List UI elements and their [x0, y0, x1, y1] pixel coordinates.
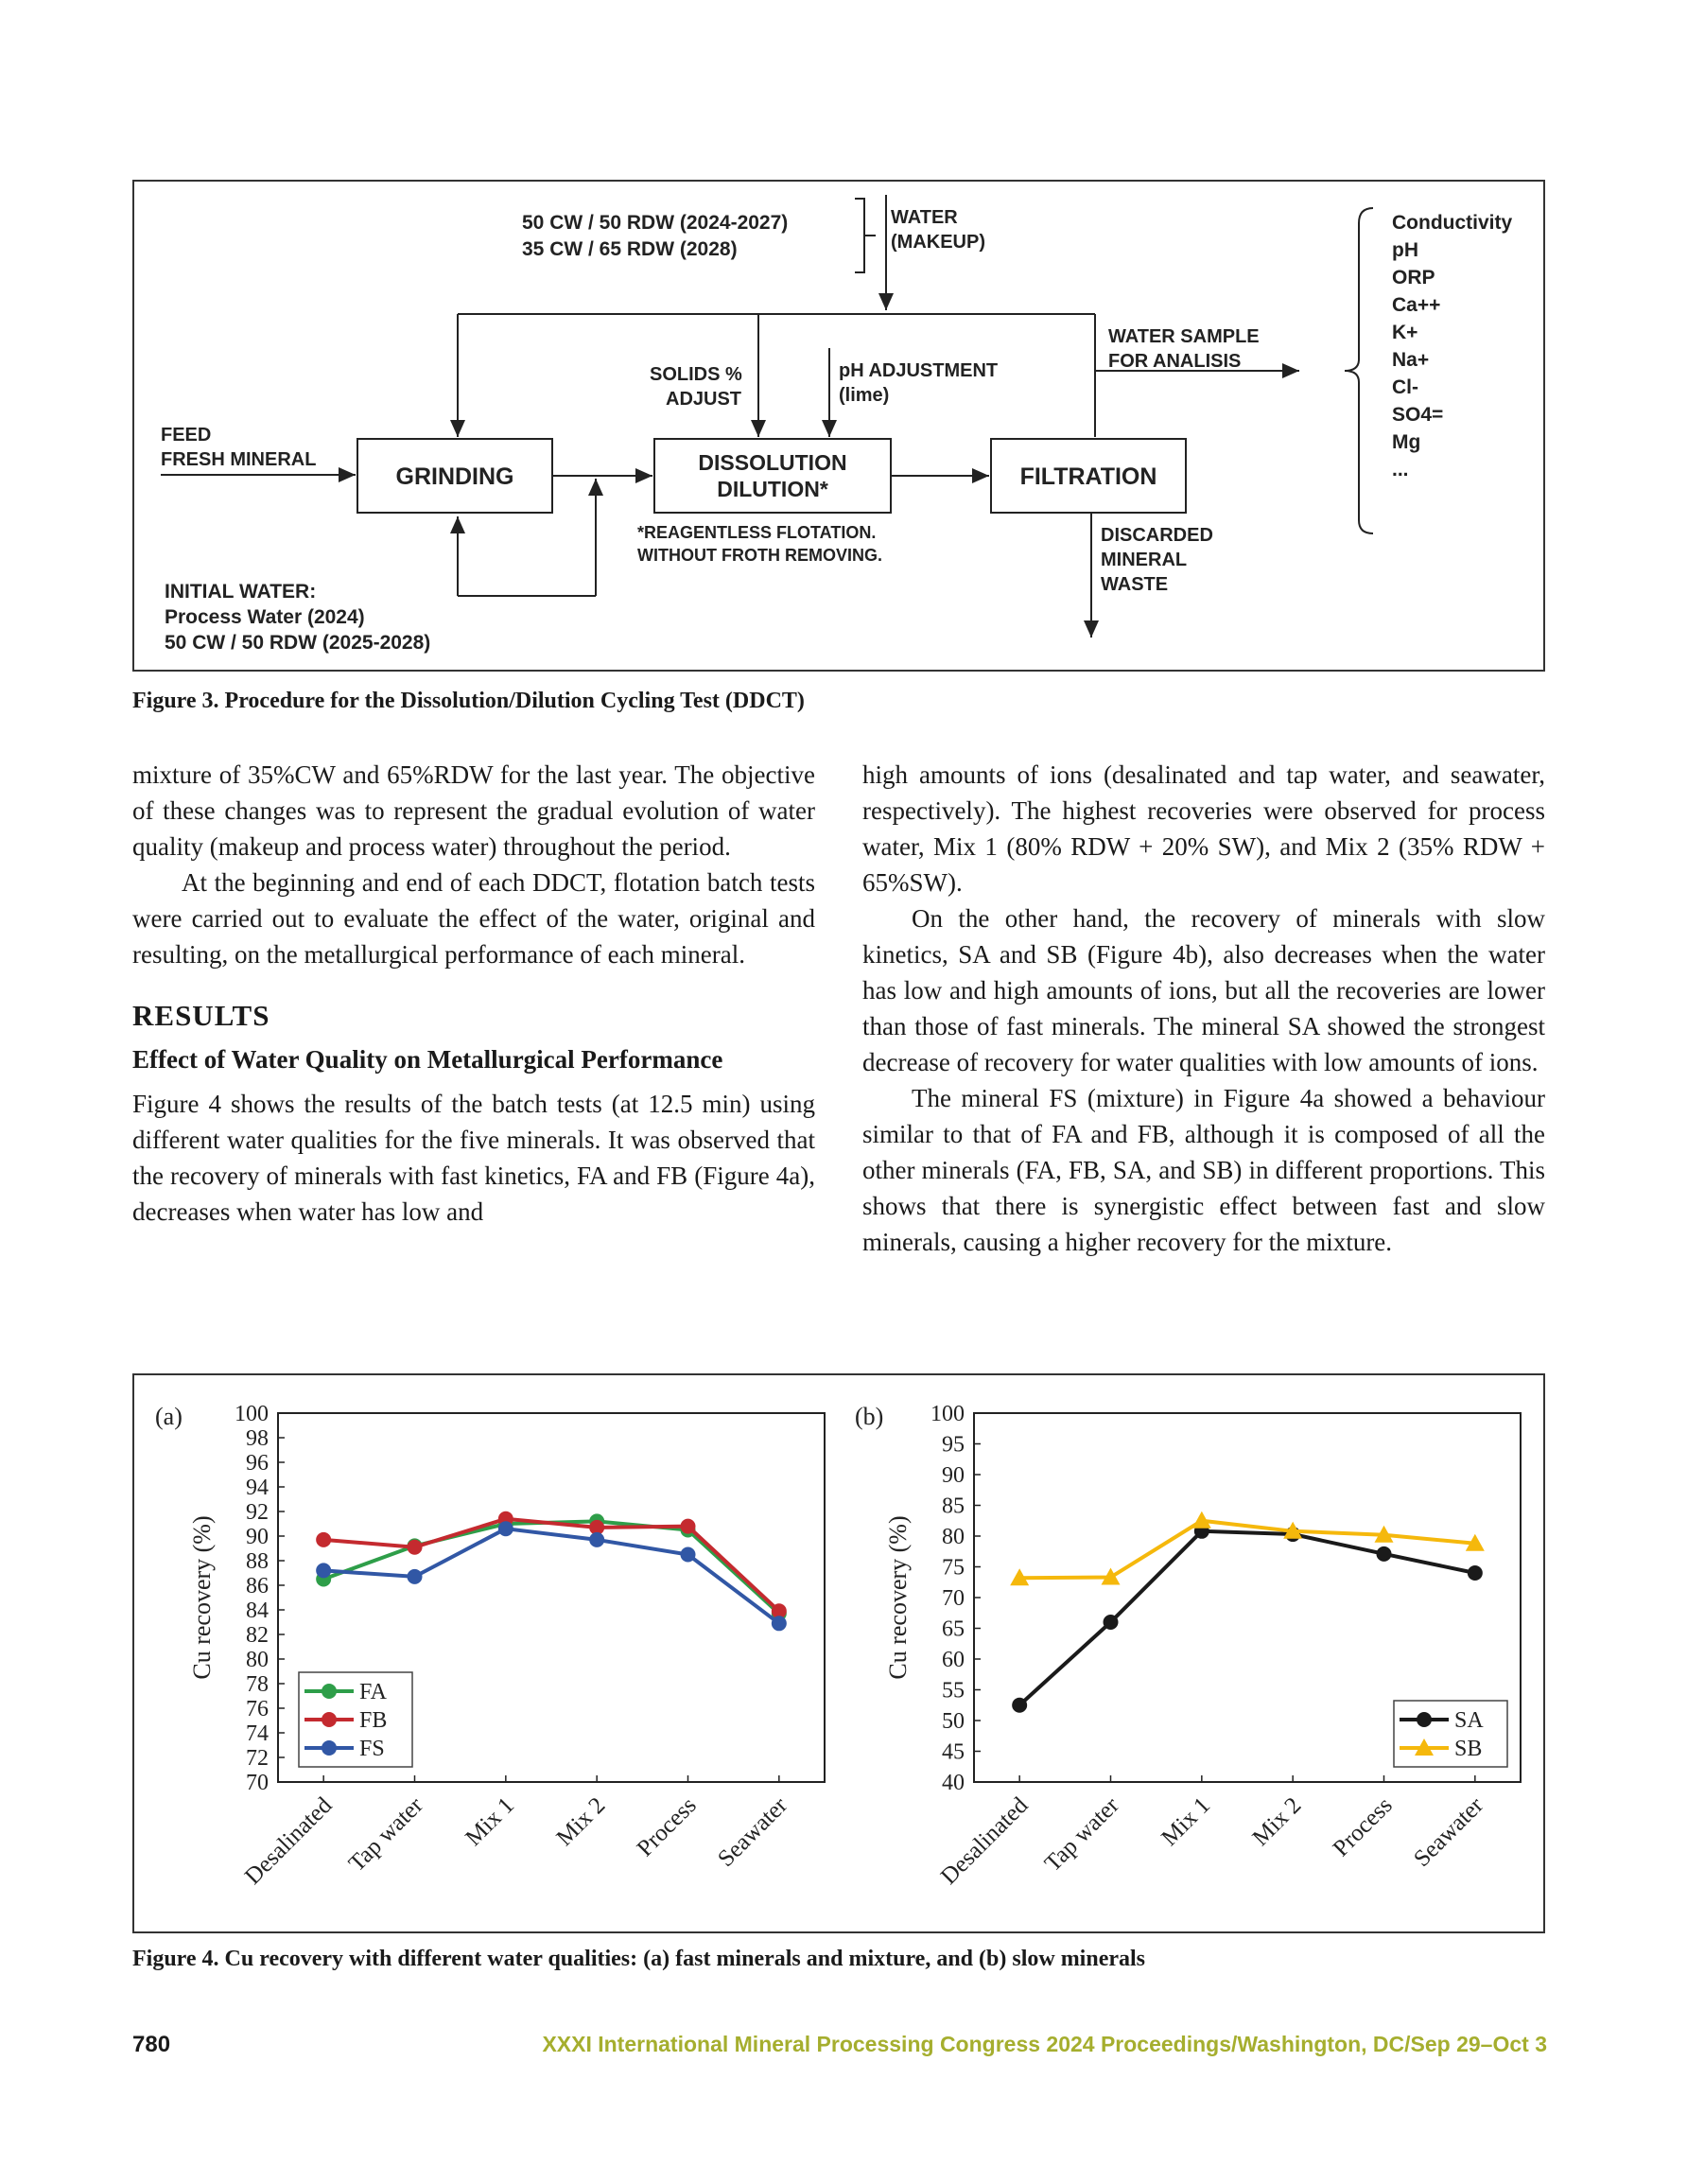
y-tick-label: 60 [942, 1648, 965, 1672]
footer-conference: XXXI International Mineral Processing Congress 2024 Proceedings/Washington, DC/Sep 29–Oct 3 [542, 2032, 1547, 2056]
paragraph: high amounts of ions (desalinated and tap water, and seawater, respectively). The highest recoveries were observed for process water, Mix 1 (80% RDW + 20% SW), and Mix 2 (35% RDW + 65%SW). [862, 760, 1545, 897]
chart-panel-b [855, 1402, 1521, 1890]
paragraph: Figure 4 shows the results of the batch tests (at 12.5 min) using different water qualities for the five minerals. It was observed that the recovery of minerals with fast kinetics, FA and FB (Figure 4a), decreases when water has low and [132, 1090, 815, 1226]
makeup-text-1: 50 CW / 50 RDW (2024-2027) [522, 212, 789, 234]
dissolution-label-2: DILUTION* [717, 477, 828, 501]
data-point-fs [772, 1616, 787, 1631]
series-line-sb [1019, 1521, 1475, 1578]
initial-label-3: 50 CW / 50 RDW (2025-2028) [165, 632, 431, 654]
sample-label-1: WATER SAMPLE [1108, 326, 1260, 347]
y-tick-label: 90 [246, 1525, 269, 1549]
y-tick-label: 94 [246, 1476, 269, 1500]
y-tick-label: 86 [246, 1574, 269, 1599]
discarded-label-2: MINERAL [1101, 550, 1188, 570]
water-label-1: WATER [891, 207, 958, 228]
paragraph: At the beginning and end of each DDCT, flotation batch tests were carried out to evaluate the effect of the water, original and resulting, on the metallurgical performance of each mineral. [132, 868, 815, 969]
y-tick-label: 45 [942, 1739, 965, 1765]
initial-label-1: INITIAL WATER: [165, 581, 317, 603]
x-tick-label: Desalinated [935, 1792, 1034, 1890]
analysis-item: ORP [1392, 267, 1435, 288]
ddct-flowchart [134, 182, 1547, 673]
data-point-sa [1012, 1698, 1027, 1713]
section-heading: RESULTS [132, 999, 270, 1032]
analysis-item: Na+ [1392, 349, 1430, 371]
analysis-item: pH [1392, 239, 1418, 261]
y-tick-label: 85 [942, 1494, 965, 1519]
y-tick-label: 70 [246, 1771, 269, 1795]
analysis-item: ... [1392, 459, 1409, 480]
figure-3-diagram [132, 180, 1545, 672]
y-tick-label: 74 [246, 1721, 269, 1746]
data-point-fs [498, 1521, 513, 1536]
legend-marker-fb [322, 1712, 337, 1727]
y-tick-label: 40 [942, 1771, 965, 1795]
legend-label-sb: SB [1454, 1737, 1483, 1761]
page-number: 780 [132, 2032, 171, 2057]
makeup-brace [855, 199, 876, 272]
recovery-charts [134, 1375, 1547, 1935]
analysis-item: Ca++ [1392, 294, 1441, 316]
panel-label: (a) [155, 1403, 183, 1430]
legend-label-fb: FB [359, 1708, 388, 1733]
y-tick-label: 50 [942, 1709, 965, 1734]
x-tick-label: Seawater [1409, 1792, 1489, 1873]
series-line-fs [323, 1529, 779, 1623]
x-tick-label: Mix 2 [551, 1792, 611, 1851]
y-tick-label: 100 [930, 1402, 965, 1426]
dissolution-label-1: DISSOLUTION [698, 450, 847, 475]
initial-label-2: Process Water (2024) [165, 606, 365, 628]
y-tick-label: 95 [942, 1432, 965, 1458]
y-tick-label: 82 [246, 1623, 269, 1648]
analysis-item: K+ [1392, 322, 1418, 343]
y-tick-label: 72 [246, 1746, 269, 1771]
data-point-fb [681, 1519, 696, 1534]
solids-label-2: ADJUST [666, 389, 742, 410]
figure-4-charts [132, 1373, 1545, 1933]
legend [299, 1672, 412, 1767]
solids-label-1: SOLIDS % [650, 364, 742, 385]
paragraph: The mineral FS (mixture) in Figure 4a showed a behaviour similar to that of FA and FB, although it is composed of all the other minerals (FA, FB, SA, and SB) in different proportions. This shows that there is synergistic effect between fast and slow minerals, causing a higher recovery for the mixture. [862, 1084, 1545, 1256]
y-tick-label: 96 [246, 1451, 269, 1476]
data-point-fb [316, 1532, 331, 1547]
ph-label-2: (lime) [839, 385, 890, 406]
y-tick-label: 92 [246, 1500, 269, 1525]
x-tick-label: Mix 2 [1247, 1792, 1307, 1851]
legend-marker-fa [322, 1684, 337, 1699]
y-tick-label: 55 [942, 1678, 965, 1704]
y-axis-label: Cu recovery (%) [884, 1515, 912, 1680]
y-tick-label: 90 [942, 1463, 965, 1488]
chart-panel-a [155, 1402, 825, 1890]
y-tick-label: 84 [246, 1599, 269, 1623]
analysis-item: Cl- [1392, 376, 1418, 398]
x-tick-label: Process [1328, 1792, 1398, 1862]
figure-4-caption: Figure 4. Cu recovery with different water qualities: (a) fast minerals and mixture, and (b) slow minerals [132, 1947, 1146, 1971]
y-tick-label: 75 [942, 1555, 965, 1581]
x-tick-label: Mix 1 [1157, 1792, 1216, 1851]
figure-3-caption: Figure 3. Procedure for the Dissolution/Dilution Cycling Test (DDCT) [132, 689, 805, 713]
x-tick-label: Tap water [1039, 1792, 1124, 1878]
makeup-text-2: 35 CW / 65 RDW (2028) [522, 238, 738, 260]
y-tick-label: 88 [246, 1549, 269, 1574]
analysis-list [1392, 212, 1512, 480]
analysis-item: Mg [1392, 431, 1421, 453]
discarded-label-3: WASTE [1101, 574, 1169, 595]
ph-label-1: pH ADJUSTMENT [839, 360, 999, 381]
grinding-label: GRINDING [395, 463, 514, 490]
data-point-sa [1377, 1546, 1392, 1562]
analysis-item: SO4= [1392, 404, 1444, 426]
note-line-2: WITHOUT FROTH REMOVING. [637, 546, 882, 565]
y-tick-label: 78 [246, 1672, 269, 1697]
sample-label-2: FOR ANALISIS [1108, 351, 1242, 372]
subsection-heading: Effect of Water Quality on Metallurgical Performance [132, 1045, 723, 1074]
x-tick-label: Seawater [713, 1792, 793, 1873]
legend-label-fa: FA [359, 1680, 387, 1704]
y-axis-label: Cu recovery (%) [188, 1515, 216, 1680]
feed-label-1: FEED [161, 425, 212, 446]
y-tick-label: 70 [942, 1586, 965, 1611]
analysis-item: Conductivity [1392, 212, 1513, 234]
data-point-fb [408, 1540, 423, 1555]
data-point-fs [681, 1547, 696, 1563]
note-line-1: *REAGENTLESS FLOTATION. [637, 523, 877, 542]
right-column [862, 757, 1545, 1260]
y-tick-label: 76 [246, 1697, 269, 1721]
legend-marker-sa [1417, 1712, 1432, 1727]
legend-marker-fs [322, 1740, 337, 1756]
legend [1394, 1701, 1507, 1767]
y-tick-label: 80 [246, 1648, 269, 1672]
x-tick-label: Process [632, 1792, 702, 1862]
data-point-fs [408, 1569, 423, 1584]
legend-label-sa: SA [1454, 1708, 1484, 1733]
y-tick-label: 80 [942, 1525, 965, 1549]
left-column [132, 757, 815, 1230]
feed-label-2: FRESH MINERAL [161, 449, 317, 470]
legend-box [1394, 1701, 1507, 1767]
paragraph: On the other hand, the recovery of minerals with slow kinetics, SA and SB (Figure 4b), also decreases when the water has low and high amounts of ions, but all the recoveries are lower than those of fast minerals. The mineral SA showed the strongest decrease of recovery for water qualities with low amounts of ions. [862, 904, 1545, 1076]
x-tick-label: Desalinated [239, 1792, 338, 1890]
y-tick-label: 65 [942, 1616, 965, 1642]
x-tick-label: Tap water [343, 1792, 428, 1878]
data-point-sa [1104, 1615, 1119, 1630]
legend-label-fs: FS [359, 1737, 385, 1761]
y-tick-label: 98 [246, 1426, 269, 1451]
paragraph: mixture of 35%CW and 65%RDW for the last year. The objective of these changes was to represent the gradual evolution of water quality (makeup and process water) throughout the period. [132, 760, 815, 861]
data-point-fs [316, 1563, 331, 1578]
x-tick-label: Mix 1 [461, 1792, 520, 1851]
discarded-label-1: DISCARDED [1101, 525, 1213, 546]
y-tick-label: 100 [235, 1402, 269, 1426]
analysis-brace [1345, 208, 1373, 533]
data-point-sa [1468, 1565, 1483, 1581]
series-line-sa [1019, 1531, 1475, 1705]
water-label-2: (MAKEUP) [891, 232, 985, 253]
filtration-label: FILTRATION [1019, 463, 1157, 490]
panel-label: (b) [855, 1403, 884, 1430]
data-point-fs [589, 1532, 604, 1547]
